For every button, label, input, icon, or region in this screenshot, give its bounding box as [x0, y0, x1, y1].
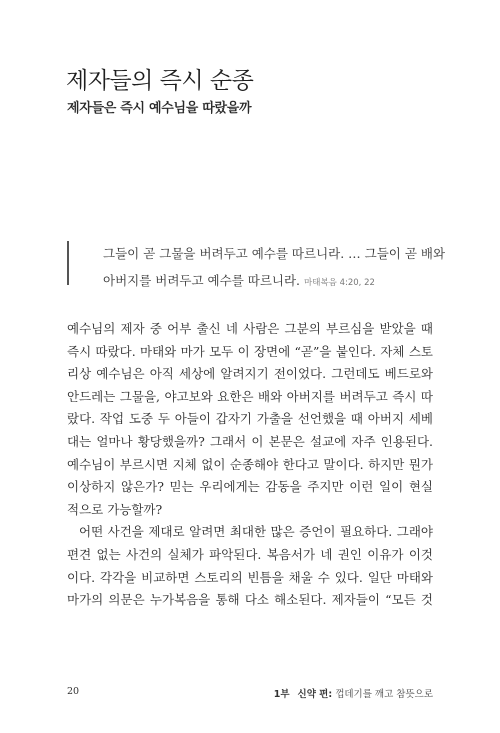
body-line: 랐다. 작업 도중 두 아들이 갑자기 가출을 선언했을 때 아버지 세베	[67, 411, 433, 427]
body-line: 편견 없는 사건의 실체가 파악된다. 복음서가 네 권인 이유가 이것	[67, 546, 433, 562]
body-line: 어떤 사건을 제대로 알려면 최대한 많은 증언이 필요하다. 그래야	[79, 524, 433, 540]
part-label: 1부	[273, 689, 290, 700]
scripture-reference: 마태복음 4:20, 22	[304, 278, 375, 288]
body-line: 안드레는 그물을, 야고보와 요한은 배와 아버지를 버려두고 즉시 따	[67, 388, 433, 404]
body-line: 리상 예수님은 아직 세상에 알려지기 전이었다. 그런데도 베드로와	[67, 366, 433, 382]
body-text	[67, 318, 433, 612]
chapter-title: 제자들의 즉시 순종	[66, 68, 254, 94]
running-footer	[274, 686, 433, 700]
body-line: 이다. 각각을 비교하면 스토리의 빈틈을 채울 수 있다. 일단 마태와	[67, 569, 433, 585]
body-line: 예수님의 제자 중 어부 출신 네 사람은 그분의 부르심을 받았을 때	[67, 321, 433, 336]
body-line: 즉시 따랐다. 마태와 마가 모두 이 장면에 “곧”을 붙인다. 자체 스토	[67, 343, 433, 359]
quote-line: 아버지를 버려두고 예수를 따르니라.	[103, 273, 301, 288]
chapter-subtitle: 제자들은 즉시 예수님을 따랐을까	[67, 101, 252, 116]
section-label: 신약 편:	[297, 689, 333, 700]
page-number: 20	[67, 686, 80, 697]
body-line: 마가의 의문은 누가복음을 통해 다소 해소된다. 제자들이 “모든 것	[67, 592, 433, 608]
quote-line: 그들이 곧 그물을 버려두고 예수를 따르니라. … 그들이 곧 배와	[103, 246, 446, 261]
quote-line-with-reference	[103, 267, 438, 294]
body-line: 이상하지 않은가? 믿는 우리에게는 감동을 주지만 이런 일이 현실	[67, 479, 433, 495]
body-line: 대는 얼마나 황당했을까? 그래서 이 본문은 설교에 자주 인용된다.	[67, 433, 433, 449]
quote-bar	[67, 241, 69, 285]
scripture-quote	[103, 240, 446, 294]
body-line: 적으로 가능할까?	[67, 501, 163, 517]
section-title: 껍데기를 깨고 참뜻으로	[335, 689, 433, 700]
page-footer	[67, 686, 433, 702]
body-line: 예수님이 부르시면 지체 없이 순종해야 한다고 말이다. 하지만 뭔가	[67, 456, 433, 472]
